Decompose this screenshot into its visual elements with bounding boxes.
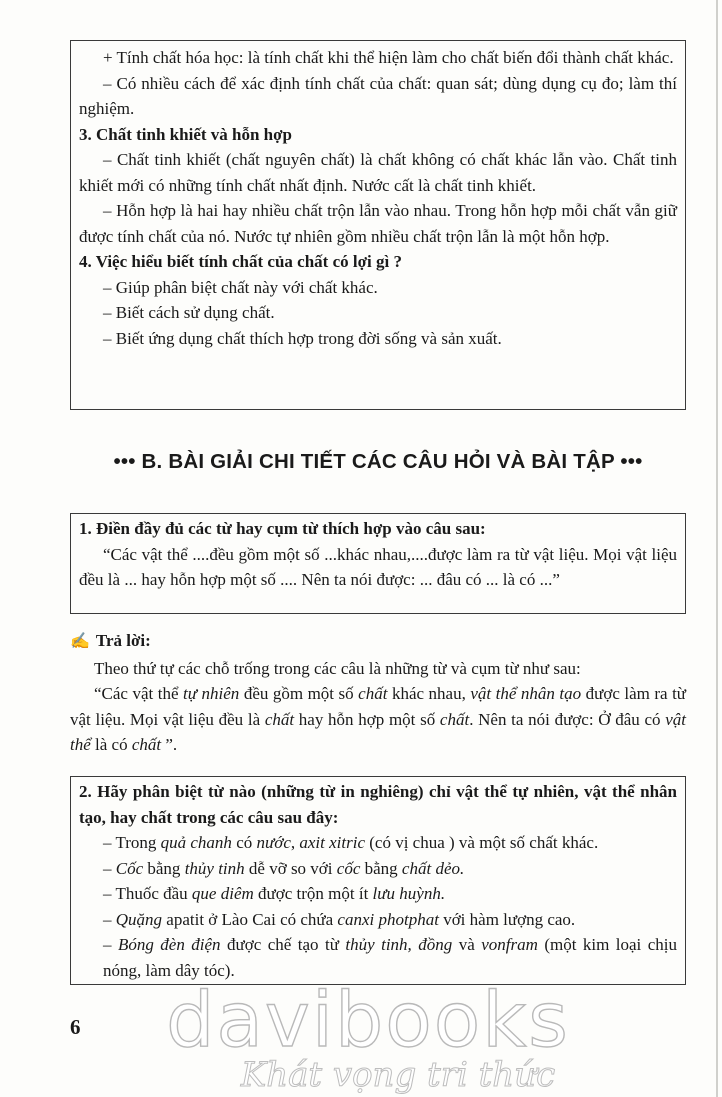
chemical-property-text: + Tính chất hóa học: là tính chất khi thể hiện làm cho chất biến đổi thành chất khác.	[103, 48, 674, 67]
question-1-box	[70, 513, 686, 614]
determine-property-text: – Có nhiều cách để xác định tính chất của chất: quan sát; dùng dụng cụ đo; làm thí nghiệm.	[79, 73, 677, 118]
question-2-item: – Quặng apatit ở Lào Cai có chứa canxi photphat với hàm lượng cao.	[103, 909, 576, 929]
answer-text: “Các vật thể tự nhiên đều gồm một số chất khác nhau, vật thể nhân tạo được làm ra từ vật liệu. Mọi vật liệu đều là chất hay hỗn hợp một số chất. Nên ta nói được: Ở đâu có vật thể là có chất ”.	[70, 684, 687, 754]
answer-intro: Theo thứ tự các chỗ trống trong các câu là những từ và cụm từ như sau:	[94, 658, 581, 678]
pure-substance-text: – Chất tinh khiết (chất nguyên chất) là chất không có chất khác lẫn vào. Chất tinh khiết mới có những tính chất nhất định. Nước cất là chất tinh khiết.	[79, 150, 677, 195]
watermark	[158, 975, 578, 1095]
question-1-quote: “Các vật thể ....đều gồm một số ...khác nhau,....được làm ra từ vật liệu. Mọi vật liệu đều là ... hay hỗn hợp một số .... Nên ta nói được: ... đâu có ... là có ...”	[79, 544, 677, 589]
theory-summary-box	[70, 40, 686, 410]
section-3-heading: 3. Chất tinh khiết và hỗn hợp	[79, 124, 293, 144]
page-edge	[716, 0, 718, 1097]
question-2-item: – Bóng đèn điện được chế tạo từ thủy tinh, đồng và vonfram (một kim loại chịu nóng, làm dây tóc).	[103, 935, 677, 980]
answer-1	[70, 628, 686, 758]
watermark-brand: davibooks	[166, 975, 570, 1064]
question-1-text: 1. Điền đầy đủ các từ hay cụm từ thích hợp vào câu sau:	[79, 519, 486, 538]
section-b-title: ••• B. BÀI GIẢI CHI TIẾT CÁC CÂU HỎI VÀ BÀI TẬP •••	[113, 450, 643, 473]
section-4-heading: 4. Việc hiểu biết tính chất của chất có lợi gì ?	[79, 252, 402, 271]
benefit-item: – Biết cách sử dụng chất.	[103, 303, 275, 322]
question-2-item: – Trong quả chanh có nước, axit xitric (có vị chua ) và một số chất khác.	[103, 833, 599, 852]
mixture-text: – Hỗn hợp là hai hay nhiều chất trộn lẫn vào nhau. Trong hỗn hợp mỗi chất vẫn giữ được tính chất của nó. Nước tự nhiên gồm nhiều chất trộn lẫn là một hỗn hợp.	[79, 201, 677, 246]
benefit-item: – Giúp phân biệt chất này với chất khác.	[103, 277, 378, 297]
question-2-box	[70, 776, 686, 985]
pen-icon: ✍	[70, 633, 90, 650]
benefit-item: – Biết ứng dụng chất thích hợp trong đời sống và sản xuất.	[103, 328, 502, 348]
watermark-slogan: Khát vọng tri thức	[240, 1055, 556, 1095]
question-2-text: 2. Hãy phân biệt từ nào (những từ in nghiêng) chỉ vật thể tự nhiên, vật thể nhân tạo, hay chất trong các câu sau đây:	[79, 782, 677, 827]
page-number: 6	[70, 1015, 81, 1039]
question-2-item: – Thuốc đầu que diêm được trộn một ít lưu huỳnh.	[103, 884, 446, 903]
question-2-item: – Cốc bằng thủy tinh dễ vỡ so với cốc bằng chất dẻo.	[103, 858, 465, 878]
answer-heading: ✍ Trả lời:	[70, 631, 151, 650]
